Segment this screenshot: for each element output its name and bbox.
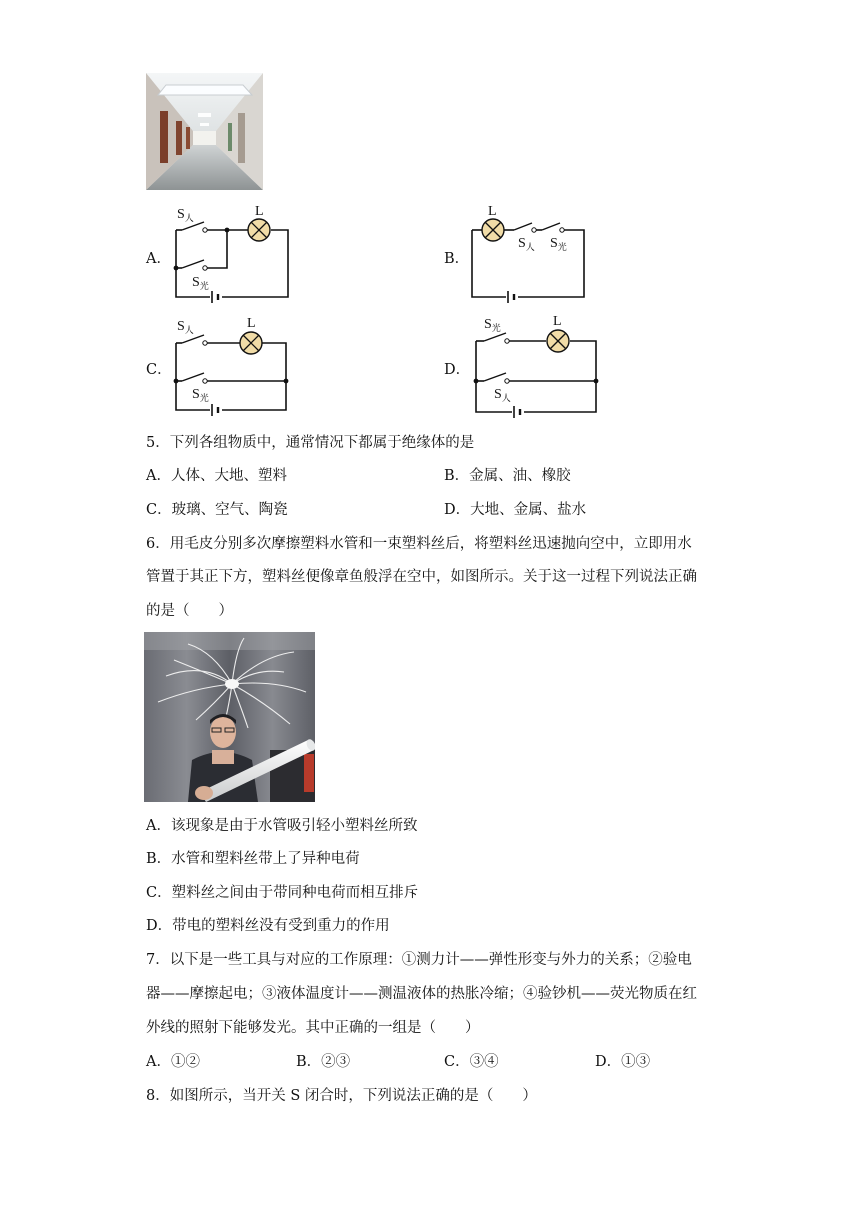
- q4-circuit-a: [168, 200, 298, 305]
- q5-option-a: A．人体、大地、塑料: [146, 468, 287, 484]
- q6-option-b: B．水管和塑料丝带上了异种电荷: [146, 851, 360, 867]
- q4-circuit-b: [466, 200, 596, 305]
- circuit-c-s1-label: $S_人$: [177, 319, 194, 335]
- circuit-d-lamp-label: L: [553, 314, 562, 329]
- q8-stem: 8．如图所示，当开关 S 闭合时，下列说法正确的是（ ）: [146, 1088, 537, 1104]
- q4-option-c-label: C．: [146, 362, 172, 378]
- q7-stem-line3: 外线的照射下能够发光。其中正确的一组是（ ）: [146, 1020, 480, 1036]
- q6-option-c: C．塑料丝之间由于带同种电荷而相互排斥: [146, 885, 419, 901]
- q6-stem-line1: 6．用毛皮分别多次摩擦塑料水管和一束塑料丝后，将塑料丝迅速抛向空中，立即用水: [146, 536, 692, 552]
- q4-option-a-label: A．: [146, 251, 171, 267]
- circuit-c-s2-label: $S_光$: [192, 387, 209, 403]
- circuit-d-s1-label: $S_光$: [484, 317, 501, 333]
- q5-option-c: C．玻璃、空气、陶瓷: [146, 502, 288, 518]
- circuit-a-lamp-label: L: [255, 204, 264, 219]
- q6-stem-line3: 的是（ ）: [146, 603, 233, 619]
- q7-stem-line1: 7．以下是一些工具与对应的工作原理：①测力计——弹性形变与外力的关系；②验电: [146, 952, 692, 968]
- corridor-photo: [146, 73, 263, 190]
- q4-circuit-d: [470, 308, 605, 418]
- q5-option-d: D．大地、金属、盐水: [444, 502, 587, 518]
- circuit-a-s2-label: $S_光$: [192, 275, 209, 291]
- q7-option-d: D．①③: [595, 1054, 651, 1070]
- q7-option-b: B．②③: [296, 1054, 351, 1070]
- circuit-b-s2-label: $S_光$: [550, 236, 567, 252]
- plastic-octopus-photo: [144, 632, 315, 802]
- q4-option-d-label: D．: [444, 362, 471, 378]
- circuit-b-s1-label: $S_人$: [518, 236, 535, 252]
- q5-option-b: B．金属、油、橡胶: [444, 468, 571, 484]
- q6-option-a: A．该现象是由于水管吸引轻小塑料丝所致: [146, 818, 418, 834]
- q7-option-a: A．①②: [146, 1054, 200, 1070]
- circuit-c-lamp-label: L: [247, 316, 256, 331]
- q7-option-c: C．③④: [444, 1054, 499, 1070]
- circuit-b-lamp-label: L: [488, 204, 497, 219]
- circuit-a-s1-label: $S_人$: [177, 207, 194, 223]
- circuit-d-s2-label: $S_人$: [494, 387, 511, 403]
- q5-stem: 5．下列各组物质中，通常情况下都属于绝缘体的是: [146, 435, 475, 451]
- q7-stem-line2: 器——摩擦起电；③液体温度计——测温液体的热胀冷缩；④验钞机——荧光物质在红: [146, 986, 697, 1002]
- q4-option-b-label: B．: [444, 251, 470, 267]
- q6-stem-line2: 管置于其正下方，塑料丝便像章鱼般浮在空中，如图所示。关于这一过程下列说法正确: [146, 569, 697, 585]
- q4-circuit-c: [168, 312, 298, 417]
- q6-option-d: D．带电的塑料丝没有受到重力的作用: [146, 918, 390, 934]
